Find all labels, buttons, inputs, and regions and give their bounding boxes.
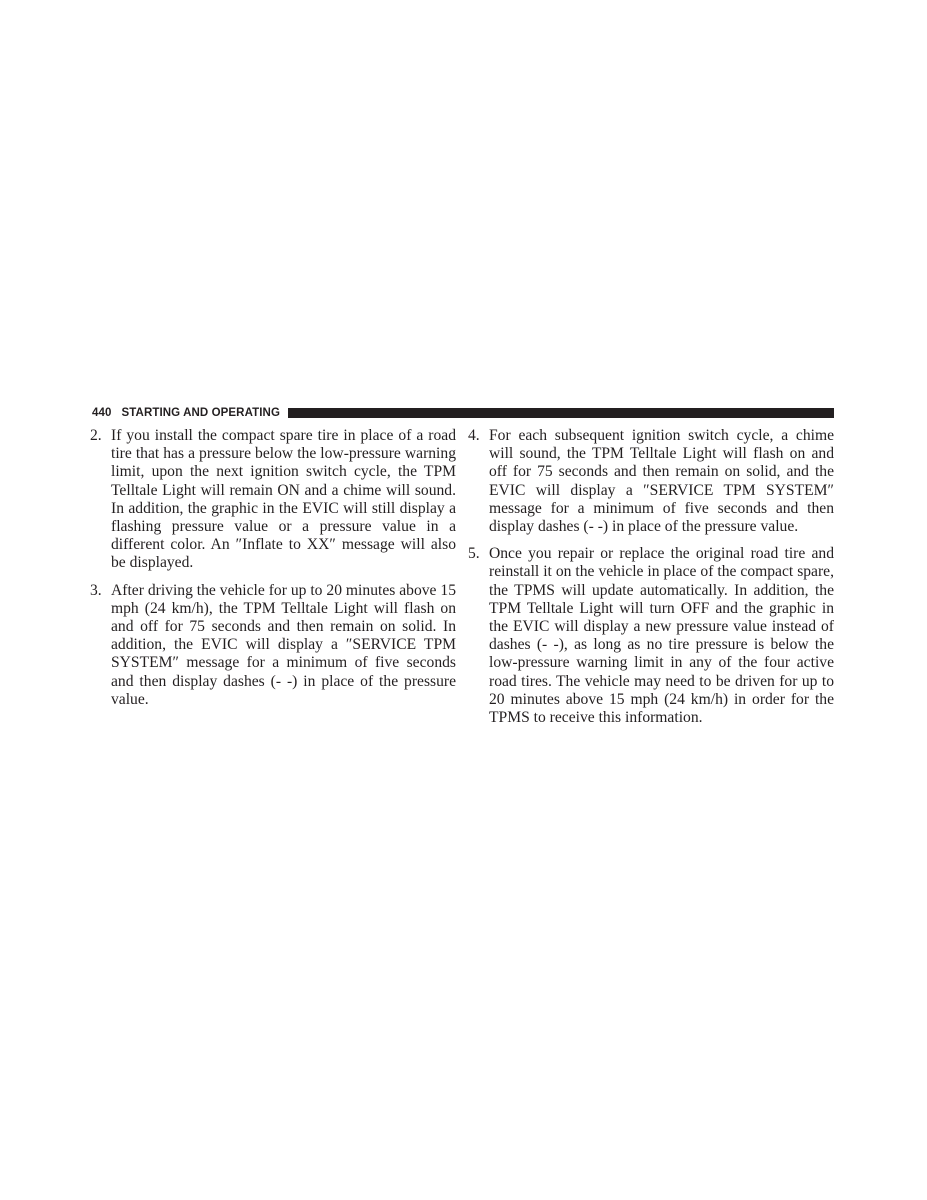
page-number: 440 <box>92 407 112 419</box>
page-header <box>92 405 834 421</box>
list-item-5 <box>468 545 834 727</box>
left-column <box>90 427 456 718</box>
list-item-number: 2. <box>90 427 102 444</box>
list-item-2 <box>90 427 456 573</box>
list-item-text: After driving the vehicle for up to 20 minutes above 15 mph (24 km/h), the TPM Telltale Light will flash on and off for 75 seconds and then remain on solid. In addition, the EVIC will display a ″SERVICE TPM SYSTEM″ message for a minimum of five seconds and then display dashes (- -) in place of the pressure value. <box>111 581 456 708</box>
list-item-text: Once you repair or replace the original road tire and reinstall it on the vehicle in place of the compact spare, the TPMS will update automatically. In addition, the TPM Telltale Light will turn OFF and the graphic in the EVIC will display a new pressure value instead of dashes (- -), as long as no tire pressure is below the low-pressure warning limit in any of the four active road tires. The vehicle may need to be driven for up to 20 minutes above 15 mph (24 km/h) in order for the TPMS to receive this information. <box>489 545 834 727</box>
section-title: STARTING AND OPERATING <box>121 407 281 419</box>
list-item-3 <box>90 582 456 709</box>
list-item-4 <box>468 427 834 536</box>
list-item-number: 4. <box>468 427 480 444</box>
list-item-text: For each subsequent ignition switch cycle, a chime will sound, the TPM Telltale Light will flash on and off for 75 seconds and then remain on solid, and the EVIC will display a ″SERVICE TPM SYSTEM″ message for a minimum of five seconds and then display dashes (- -) in place of the pressure value. <box>489 427 834 536</box>
header-rule <box>288 408 834 418</box>
list-item-text: If you install the compact spare tire in place of a road tire that has a pressure below the low-pressure warning limit, upon the next ignition switch cycle, the TPM Telltale Light will remain ON and a chime will sound. In addition, the graphic in the EVIC will still display a flashing pressure value or a pressure value in a different color. An ″Inflate to XX″ message will also be displayed. <box>111 427 456 572</box>
list-item-number: 3. <box>90 581 102 599</box>
right-column <box>468 427 834 736</box>
list-item-number: 5. <box>468 545 480 563</box>
